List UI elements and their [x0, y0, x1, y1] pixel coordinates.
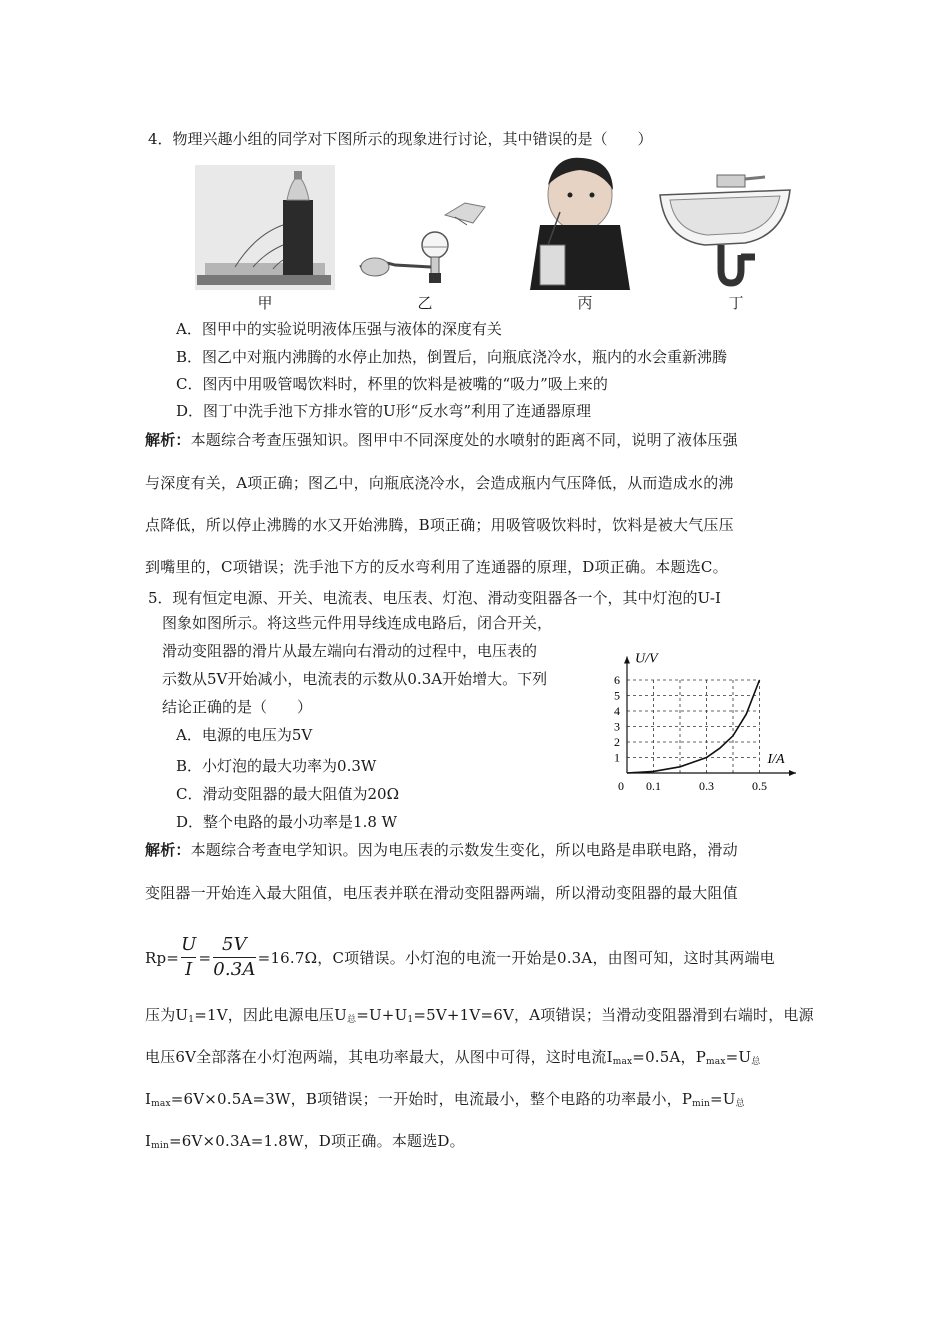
q5-option-c: C．滑动变阻器的最大阻值为20Ω [176, 785, 400, 803]
subscript: max [151, 1099, 171, 1109]
formula-equals: = [198, 948, 212, 967]
x-tick-label: 0.1 [646, 779, 661, 793]
q5-stem-line-5: 结论正确的是（ ） [162, 698, 313, 716]
q5-analysis-text-1: 本题综合考查电学知识。因为电压表的示数发生变化，所以电路是串联电路，滑动 [190, 841, 738, 859]
y-tick-label: 3 [614, 719, 620, 734]
x-tick-label: 0.5 [752, 779, 767, 793]
fraction-num-1: U [181, 933, 196, 958]
q4-analysis-line-2: 与深度有关，A项正确；图乙中，向瓶底浇冷水，会造成瓶内气压降低，从而造成水的沸 [145, 474, 734, 492]
q5-analysis-line-b [145, 1046, 760, 1067]
caption-bing: 丙 [577, 294, 593, 312]
text: 压为U [145, 1006, 189, 1024]
ui-graph-chart [605, 628, 805, 800]
x-axis-arrow [789, 770, 796, 776]
subscript: max [706, 1057, 726, 1067]
q5-analysis-line-a [145, 1004, 814, 1025]
y-tick-label: 1 [614, 750, 620, 765]
q4-analysis-label: 解析： [145, 431, 191, 449]
fraction-5v-over-03a [213, 933, 255, 982]
q5-analysis-line-2: 变阻器一开始连入最大阻值，电压表并联在滑动变阻器两端，所以滑动变阻器的最大阻值 [145, 884, 738, 902]
q4-analysis-line-3: 点降低，所以停止沸腾的水又开始沸腾，B项正确；用吸管吸饮料时，饮料是被大气压压 [145, 516, 734, 534]
y-axis-arrow [624, 657, 630, 664]
text: =U [709, 1090, 736, 1108]
q5-stem-line-3: 滑动变阻器的滑片从最左端向右滑动的过程中，电压表的 [162, 642, 538, 660]
subscript: min [151, 1141, 169, 1151]
subscript: min [692, 1099, 710, 1109]
fraction-den-2: 0.3A [213, 959, 256, 980]
subscript: 总 [735, 1099, 745, 1109]
q5-stem-line-4: 示数从5V开始减小，电流表的示数从0.3A开始增大。下列 [162, 670, 548, 688]
text: =U+U [356, 1006, 408, 1024]
q4-option-d: D．图丁中洗手池下方排水管的U形“反水弯”利用了连通器原理 [176, 402, 592, 420]
fraction-den-1: I [185, 959, 193, 980]
y-tick-label: 2 [614, 735, 620, 749]
q5-stem-line-1: 5．现有恒定电源、开关、电流表、电压表、灯泡、滑动变阻器各一个，其中灯泡的U-I [148, 589, 721, 607]
subscript: 总 [751, 1057, 761, 1067]
text: =5V+1V=6V，A项错误；当滑动变阻器滑到右端时，电源 [413, 1006, 814, 1024]
subscript: 1 [407, 1015, 414, 1025]
y-tick-label: 4 [614, 704, 620, 718]
q4-option-b: B．图乙中对瓶内沸腾的水停止加热，倒置后，向瓶底浇冷水，瓶内的水会重新沸腾 [176, 348, 728, 366]
formula-suffix: =16.7Ω，C项错误。小灯泡的电流一开始是0.3A，由图可知，这时其两端电 [257, 949, 775, 967]
subscript: max [612, 1057, 633, 1067]
q5-option-a: A．电源的电压为5V [176, 726, 313, 744]
text: I [145, 1090, 152, 1108]
q4-stem: 4．物理兴趣小组的同学对下图所示的现象进行讨论，其中错误的是（ ） [148, 130, 653, 148]
text: =1V，因此电源电压U [194, 1006, 347, 1024]
figure-yi-flask-experiment [355, 195, 495, 290]
x-tick-label: 0.3 [699, 779, 714, 793]
q4-analysis-text-1: 本题综合考查压强知识。图甲中不同深度处的水喷射的距离不同，说明了液体压强 [190, 431, 738, 449]
q5-option-d: D．整个电路的最小功率是1.8 W [176, 813, 398, 831]
q4-analysis-line-1 [145, 429, 738, 450]
formula-prefix: Rp= [145, 948, 180, 967]
text: 电压6V全部落在小灯泡两端，其电功率最大，从图中可得，这时电流I [145, 1048, 613, 1066]
x-axis-label: I/A [767, 752, 785, 767]
subscript: 总 [346, 1015, 357, 1025]
text: =6V×0.5A=3W，B项错误；一开始时，电流最小，整个电路的功率最小，P [170, 1090, 693, 1108]
q5-analysis-line-1 [145, 839, 738, 860]
figure-jia-bottle-experiment [195, 165, 335, 290]
origin-label: 0 [618, 779, 624, 793]
y-tick-label: 5 [614, 688, 620, 703]
q4-option-c: C．图丙中用吸管喝饮料时，杯里的饮料是被嘴的“吸力”吸上来的 [176, 375, 608, 393]
q5-formula-line [145, 933, 775, 982]
q5-option-b: B．小灯泡的最大功率为0.3W [176, 757, 377, 775]
figure-ding-sink-trap [655, 165, 795, 290]
caption-ding: 丁 [728, 294, 744, 312]
fraction-num-2: 5V [213, 933, 255, 958]
text: =U [725, 1048, 752, 1066]
fraction-u-over-i [181, 933, 196, 982]
y-tick-label: 6 [614, 673, 620, 687]
subscript: 1 [188, 1015, 195, 1025]
q4-option-a: A．图甲中的实验说明液体压强与液体的深度有关 [176, 320, 502, 338]
text: =0.5A，P [632, 1048, 707, 1066]
q4-analysis-line-4: 到嘴里的，C项错误；洗手池下方的反水弯利用了连通器的原理，D项正确。本题选C。 [145, 558, 728, 576]
figure-bing-child-straw [520, 150, 630, 290]
q5-analysis-label: 解析： [145, 841, 191, 859]
text: =6V×0.3A=1.8W，D项正确。本题选D。 [168, 1132, 465, 1150]
q5-stem-line-2: 图象如图所示。将这些元件用导线连成电路后，闭合开关， [162, 614, 553, 632]
caption-jia: 甲 [257, 294, 273, 312]
q5-analysis-line-d [145, 1130, 465, 1151]
caption-yi: 乙 [417, 294, 433, 312]
q5-analysis-line-c [145, 1088, 745, 1109]
text: I [145, 1132, 152, 1150]
y-axis-label: U/V [635, 651, 658, 667]
